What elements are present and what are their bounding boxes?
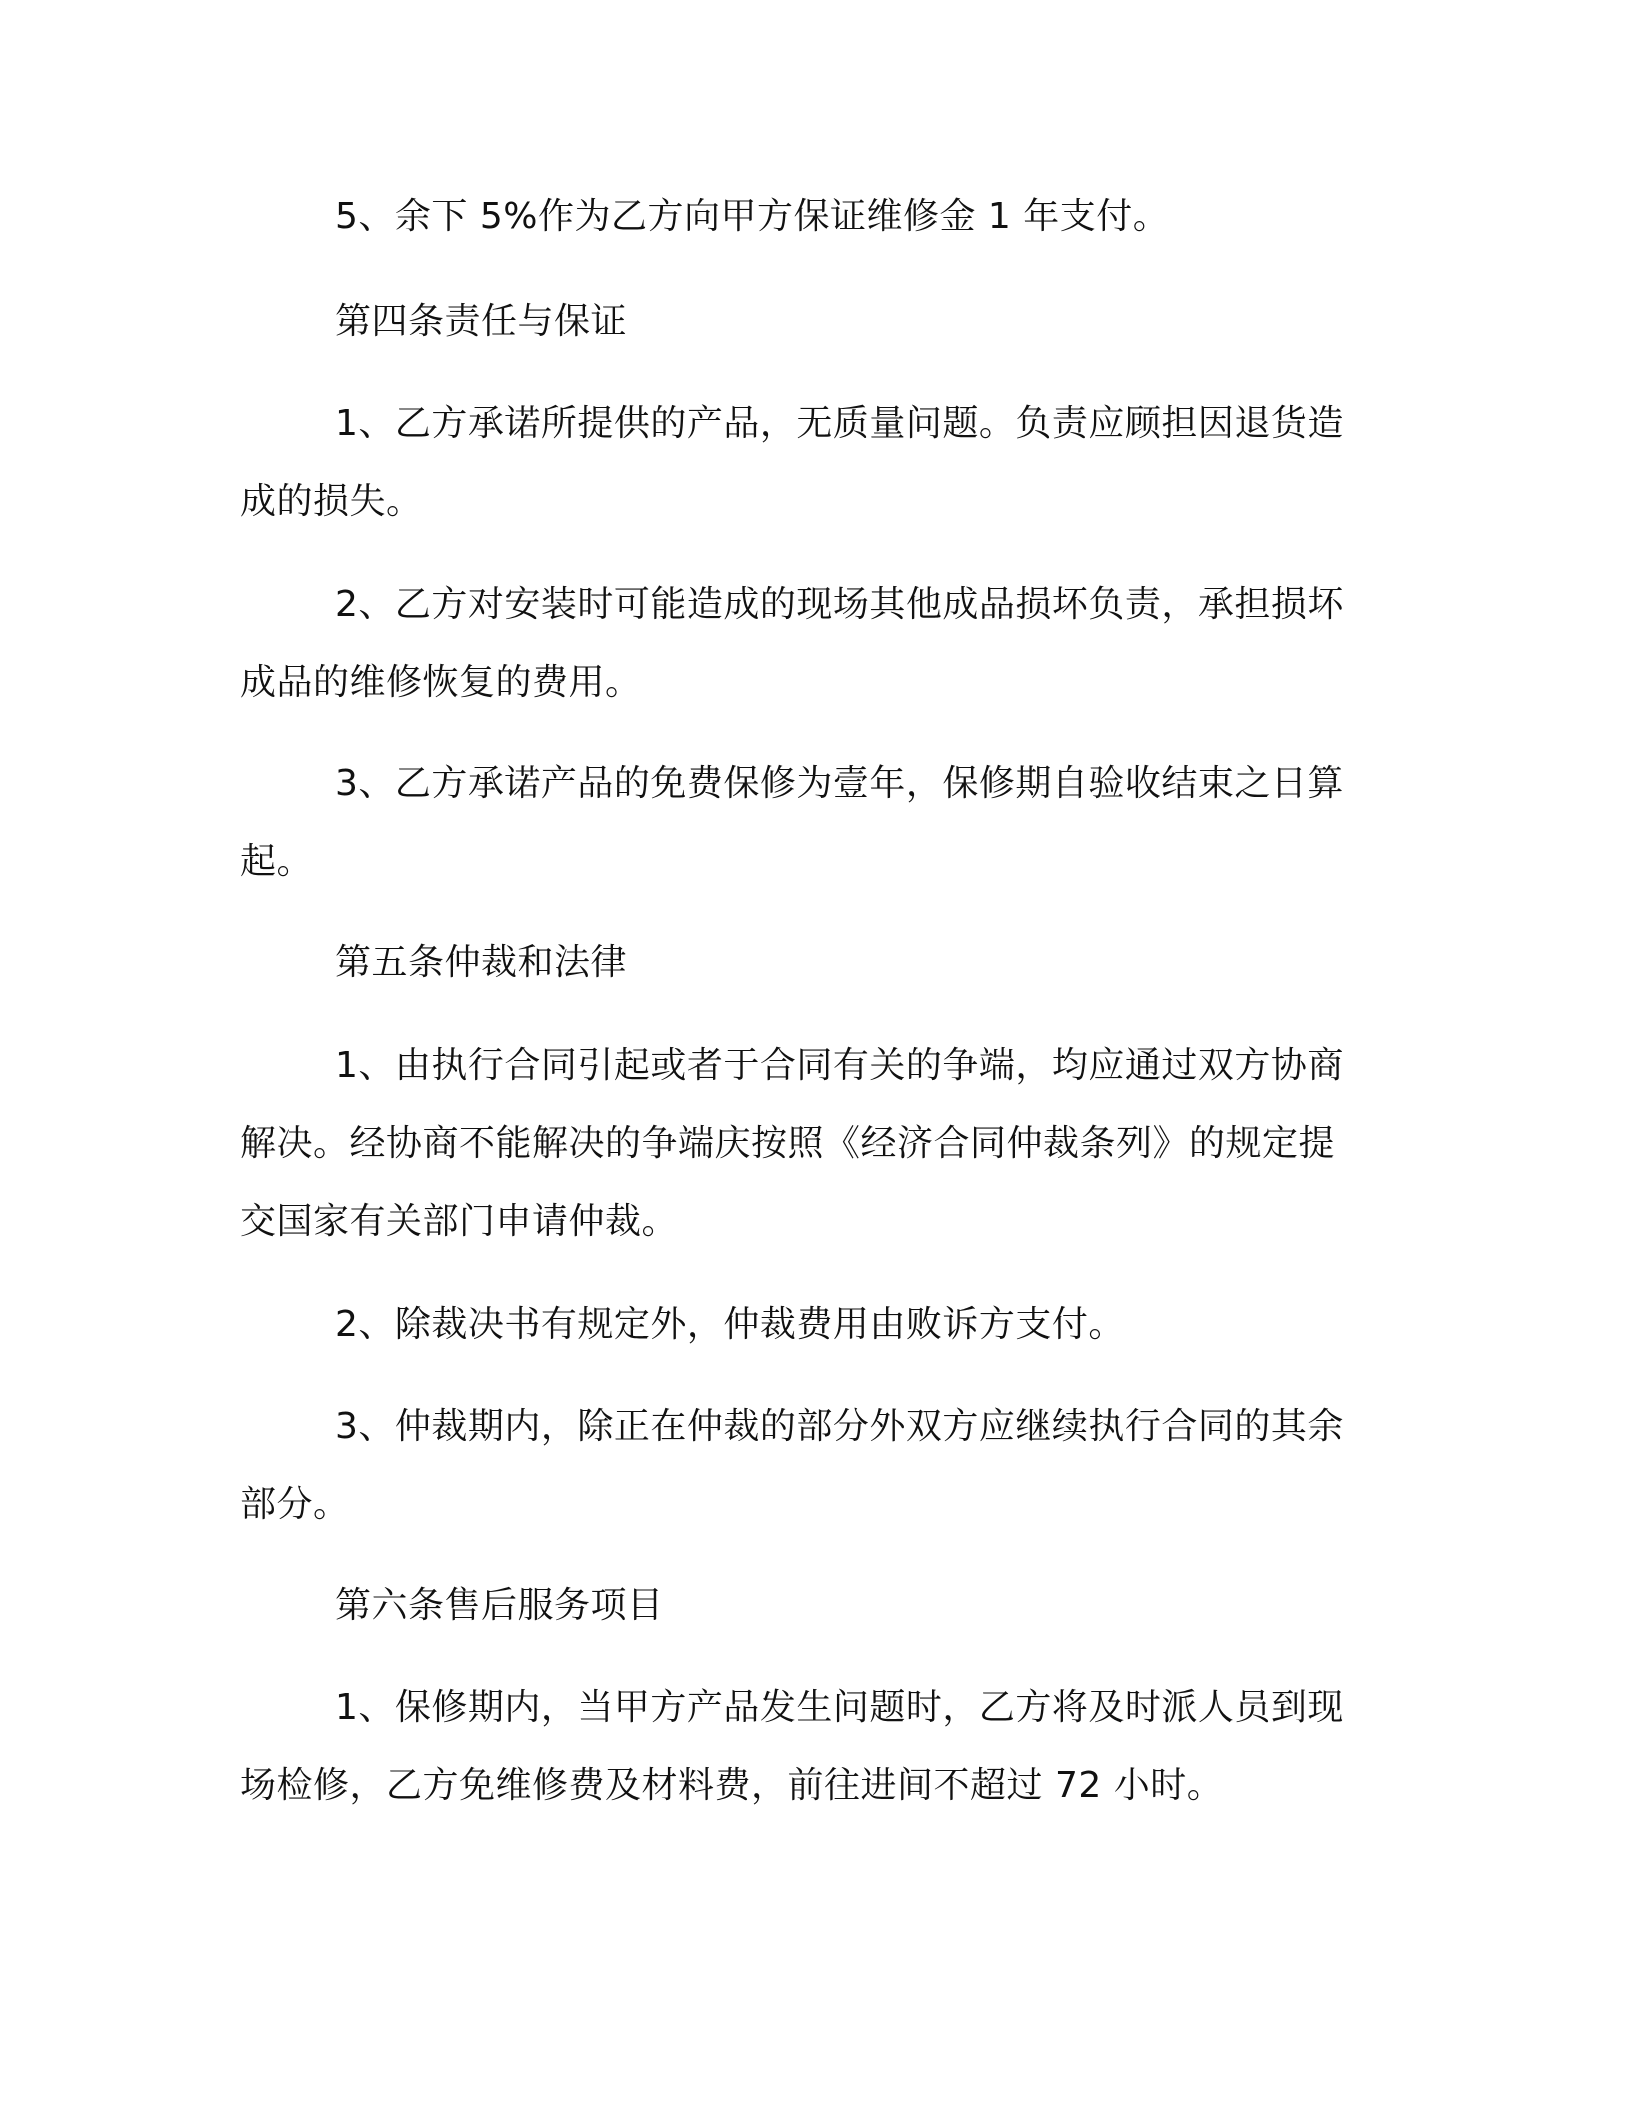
text-line: 2、乙方对安装时可能造成的现场其他成品损坏负责，承担损坏 <box>335 584 1344 625</box>
text-line: 成的损失。 <box>240 481 423 522</box>
paragraph-article-5-item-2 <box>240 1286 1360 1364</box>
paragraph-article-4-item-3 <box>240 745 1360 901</box>
text-line: 起。 <box>240 841 314 882</box>
text-line: 成品的维修恢复的费用。 <box>240 662 642 703</box>
text-line: 2、除裁决书有规定外，仲裁费用由败诉方支付。 <box>335 1304 1125 1345</box>
paragraph-article-6-item-1 <box>240 1669 1360 1825</box>
paragraph-article-5-item-3 <box>240 1388 1360 1544</box>
text-line: 3、仲裁期内，除正在仲裁的部分外双方应继续执行合同的其余 <box>335 1406 1344 1447</box>
paragraph-article-4-item-1 <box>240 385 1360 541</box>
text-line: 交国家有关部门申请仲裁。 <box>240 1201 679 1242</box>
section-heading-article-5 <box>240 924 1360 1002</box>
text-line: 1、乙方承诺所提供的产品，无质量问题。负责应顾担因退货造 <box>335 403 1344 444</box>
text-line: 第四条责任与保证 <box>335 301 628 342</box>
text-line: 1、保修期内，当甲方产品发生问题时，乙方将及时派人员到现 <box>335 1687 1344 1728</box>
text-line: 部分。 <box>240 1484 350 1525</box>
section-heading-article-4 <box>240 283 1360 361</box>
text-line: 第五条仲裁和法律 <box>335 942 628 983</box>
text-line: 3、乙方承诺产品的免费保修为壹年，保修期自验收结束之日算 <box>335 763 1344 804</box>
text-line: 第六条售后服务项目 <box>335 1585 664 1626</box>
paragraph-item-5-warranty-deposit <box>240 178 1360 256</box>
paragraph-article-5-item-1 <box>240 1027 1360 1261</box>
paragraph-article-4-item-2 <box>240 566 1360 722</box>
text-line: 5、余下 5%作为乙方向甲方保证维修金 1 年支付。 <box>335 196 1170 237</box>
text-line: 解决。经协商不能解决的争端庆按照《经济合同仲裁条列》的规定提 <box>240 1123 1336 1164</box>
text-line: 1、由执行合同引起或者于合同有关的争端，均应通过双方协商 <box>335 1045 1344 1086</box>
section-heading-article-6 <box>240 1567 1360 1645</box>
text-line: 场检修，乙方免维修费及材料费，前往进间不超过 72 小时。 <box>240 1765 1224 1806</box>
